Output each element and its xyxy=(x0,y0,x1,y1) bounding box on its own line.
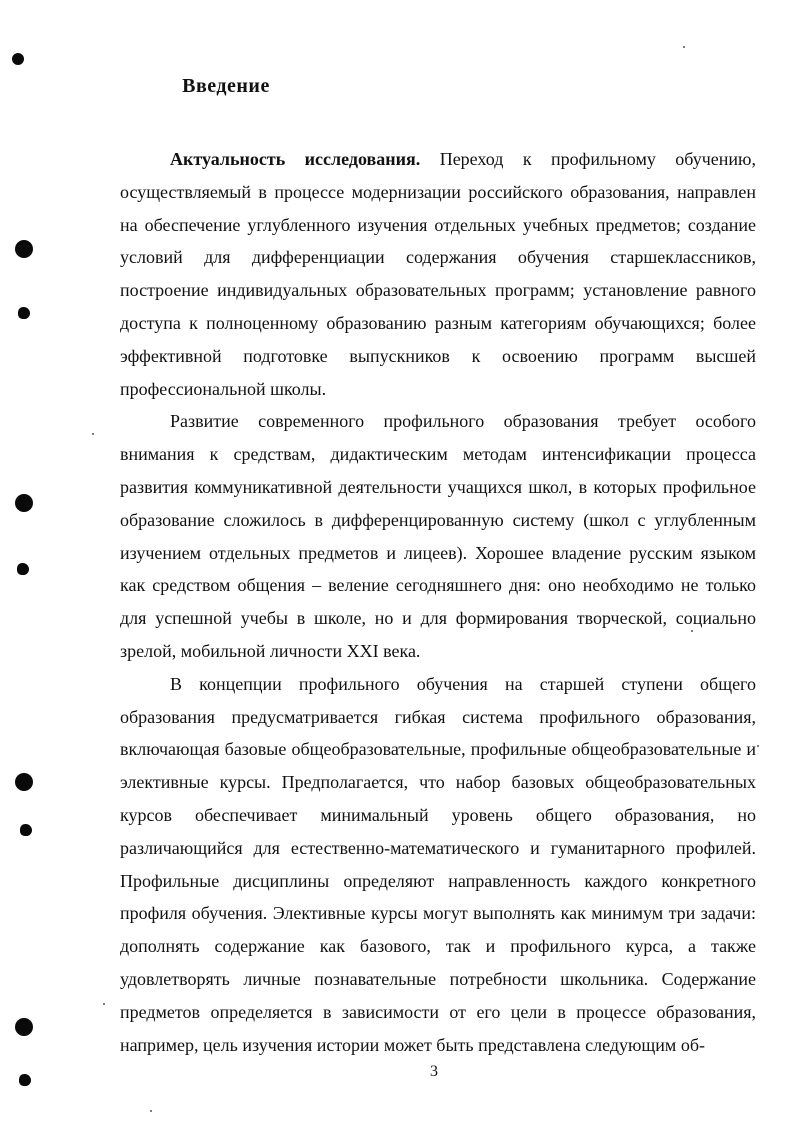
paragraph xyxy=(120,143,756,405)
punch-hole xyxy=(18,307,30,319)
paragraph xyxy=(120,405,756,667)
paragraph-text: Переход к профильному обучению, осуществляемый в процессе модернизации российского образования, направлен на обеспечение углубленного изучения отдельных учебных предметов; создание условий для дифференциации содержания обучения старшеклассников, построение индивидуальных образовательных программ; установление равного доступа к полноценному образованию разным категориям обучающихся; более эффективной подготовке выпускников к освоению программ высшей профессиональной школы. xyxy=(120,149,757,399)
paragraph-text: В концепции профильного обучения на старшей ступени общего образования предусматривается гибкая система профильного образования, включающая базовые общеобразовательные, профильные общеобразовательные и элективные курсы. Предполагается, что набор базовых общеобразовательных курсов обеспечивает минимальный уровень общего образования, но различающийся для естественно-математического и гуманитарного профилей. Профильные дисциплины определяют направленность каждого конкретного профиля обучения. Элективные курсы могут выполнять как минимум три задачи: дополнять содержание как базового, так и профильного курса, а также удовлетворять личные познавательные потребности школьника. Содержание предметов определяется в зависимости от его цели в процессе образования, например, цель изучения истории может быть представлена следующим об- xyxy=(120,673,756,1055)
page-number: 3 xyxy=(430,1063,438,1080)
section-heading-text: Введение xyxy=(182,75,270,97)
punch-hole xyxy=(15,1018,33,1036)
body-text xyxy=(120,143,756,1061)
punch-hole xyxy=(12,53,24,65)
punch-hole xyxy=(19,1074,31,1086)
punch-hole xyxy=(17,563,29,575)
paragraph xyxy=(120,668,756,1062)
scan-speck xyxy=(150,1110,152,1112)
paragraph-text: Развитие современного профильного образования требует особого внимания к средствам, дидактическим методам интенсификации процесса развития коммуникативной деятельности учащихся школ, в которых профильное образование сложилось в дифференцированную систему (школ с углубленным изучением отдельных предметов и лицеев). Хорошее владение русским языком как средством общения – веление сегодняшнего дня: оно необходимо не только для успешной учебы в школе, но и для формирования творческой, социально зрелой, мобильной личности XXI века. xyxy=(120,411,756,661)
punch-hole xyxy=(15,494,33,512)
scan-speck xyxy=(757,745,759,747)
scan-speck xyxy=(683,46,685,48)
punch-hole xyxy=(20,824,32,836)
scan-speck xyxy=(92,433,94,435)
scan-speck xyxy=(103,1003,105,1005)
punch-hole xyxy=(15,773,33,791)
paragraph-lead: Актуальность исследования. xyxy=(170,149,421,169)
punch-hole xyxy=(15,240,33,258)
section-heading xyxy=(0,75,797,98)
